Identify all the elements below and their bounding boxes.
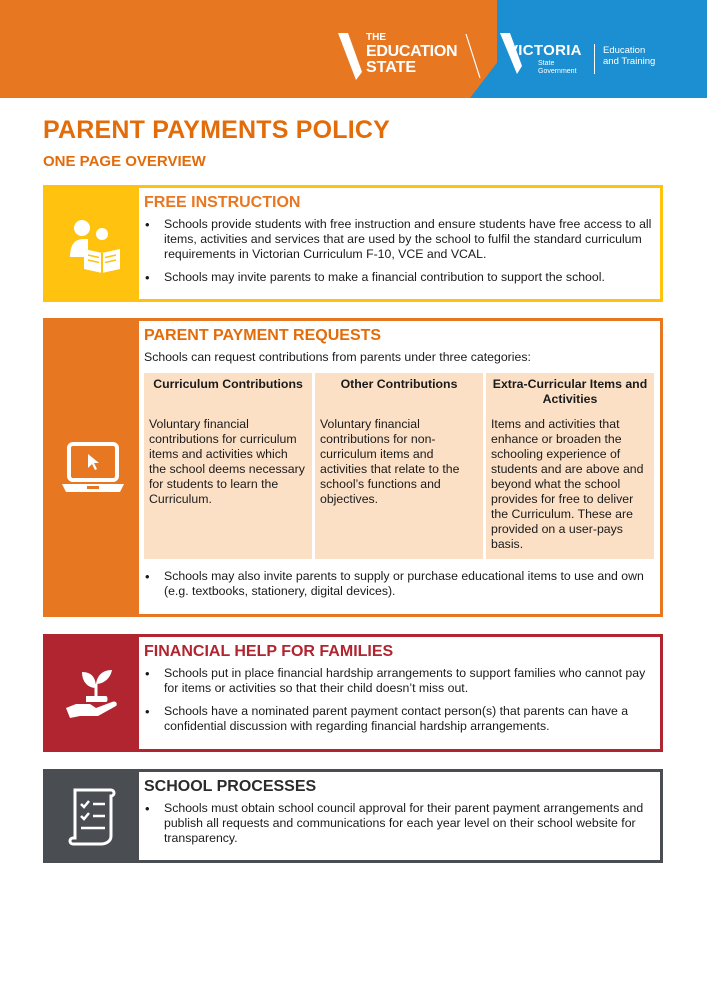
category-curriculum bbox=[144, 373, 312, 559]
laptop-icon bbox=[60, 440, 126, 496]
section-content bbox=[144, 192, 654, 293]
bullet-list bbox=[144, 666, 654, 734]
section-title: SCHOOL PROCESSES bbox=[144, 778, 317, 795]
edu-state-line2: STATE bbox=[366, 59, 417, 76]
bullet-item: • Schools provide students with free instruction and ensure students have free access to all items, activities and services that are used by the school to fulfil the standard curriculum requirements in Victorian Curriculum F-10, VCE and VCAL. bbox=[144, 217, 654, 262]
department-name bbox=[603, 45, 655, 67]
hand-plant-icon bbox=[62, 662, 124, 724]
edu-state-line1: EDUCATION bbox=[366, 43, 458, 60]
section-icon-panel bbox=[46, 772, 139, 860]
categories-table bbox=[144, 373, 654, 559]
page-subtitle: ONE PAGE OVERVIEW bbox=[43, 153, 206, 170]
page-title: PARENT PAYMENTS POLICY bbox=[43, 116, 391, 144]
category-text: Voluntary financial contributions for curriculum items and activities which the school deems necessary for students to learn the Curriculum. bbox=[149, 417, 305, 506]
bullet-item: • Schools may invite parents to make a financial contribution to support the school. bbox=[144, 270, 654, 285]
banner-diagonal bbox=[0, 0, 707, 98]
bullet-list bbox=[144, 801, 654, 846]
section-school-processes bbox=[43, 769, 663, 863]
section-title: FREE INSTRUCTION bbox=[144, 194, 301, 211]
category-text: Voluntary financial contributions for non-curriculum items and activities that relate to the school’s functions and objectives. bbox=[320, 417, 460, 506]
category-heading: Other Contributions bbox=[340, 377, 458, 391]
section-content bbox=[144, 641, 654, 742]
victoria-sub-government: Government bbox=[538, 68, 577, 75]
section-content bbox=[144, 776, 654, 854]
section-free-instruction bbox=[43, 185, 663, 302]
logo-divider bbox=[594, 44, 595, 74]
section-icon-panel bbox=[46, 188, 139, 299]
bullet-list bbox=[144, 217, 654, 285]
edu-state-the: THE bbox=[366, 32, 386, 43]
bullet-item: • Schools have a nominated parent payment contact person(s) that parents can have a confidential discussion with regarding financial hardship arrangements. bbox=[144, 704, 654, 734]
bullet-item: • Schools may also invite parents to supply or purchase educational items to use and own (e.g. textbooks, stationery, digital devices). bbox=[144, 569, 654, 599]
department-line1: Education bbox=[603, 45, 646, 56]
section-financial-help bbox=[43, 634, 663, 752]
department-line2: and Training bbox=[603, 56, 656, 67]
victoria-logo-subtitle bbox=[538, 60, 577, 76]
bullet-item: • Schools must obtain school council approval for their parent payment arrangements and publish all requests and communications for each year level on their school website for transparency. bbox=[144, 801, 654, 846]
category-extra-curricular bbox=[486, 373, 654, 559]
reading-book-icon bbox=[62, 213, 124, 275]
category-text: Items and activities that enhance or broaden the schooling experience of students and are above and beyond what the school provides for free to deliver the Curriculum. These are provided on a user-pays basis. bbox=[491, 417, 644, 551]
section-intro: Schools can request contributions from parents under three categories: bbox=[144, 350, 531, 364]
section-content bbox=[144, 325, 654, 607]
category-heading: Curriculum Contributions bbox=[153, 377, 303, 391]
bullet-list bbox=[144, 569, 654, 599]
victoria-sub-state: State bbox=[538, 60, 555, 67]
header-banner bbox=[0, 0, 707, 98]
category-heading: Extra-Curricular Items and Activities bbox=[492, 377, 648, 406]
section-title: PARENT PAYMENT REQUESTS bbox=[144, 327, 382, 344]
bullet-item: • Schools put in place financial hardship arrangements to support families who cannot pay for items or activities so that their child doesn’t miss out. bbox=[144, 666, 654, 696]
section-title: FINANCIAL HELP FOR FAMILIES bbox=[144, 643, 394, 660]
checklist-scroll-icon bbox=[65, 786, 121, 846]
category-other bbox=[315, 373, 483, 559]
section-parent-payment-requests bbox=[43, 318, 663, 617]
section-icon-panel bbox=[46, 637, 139, 749]
victoria-logo-word: VICTORIA bbox=[508, 42, 582, 59]
section-icon-panel bbox=[46, 321, 139, 614]
